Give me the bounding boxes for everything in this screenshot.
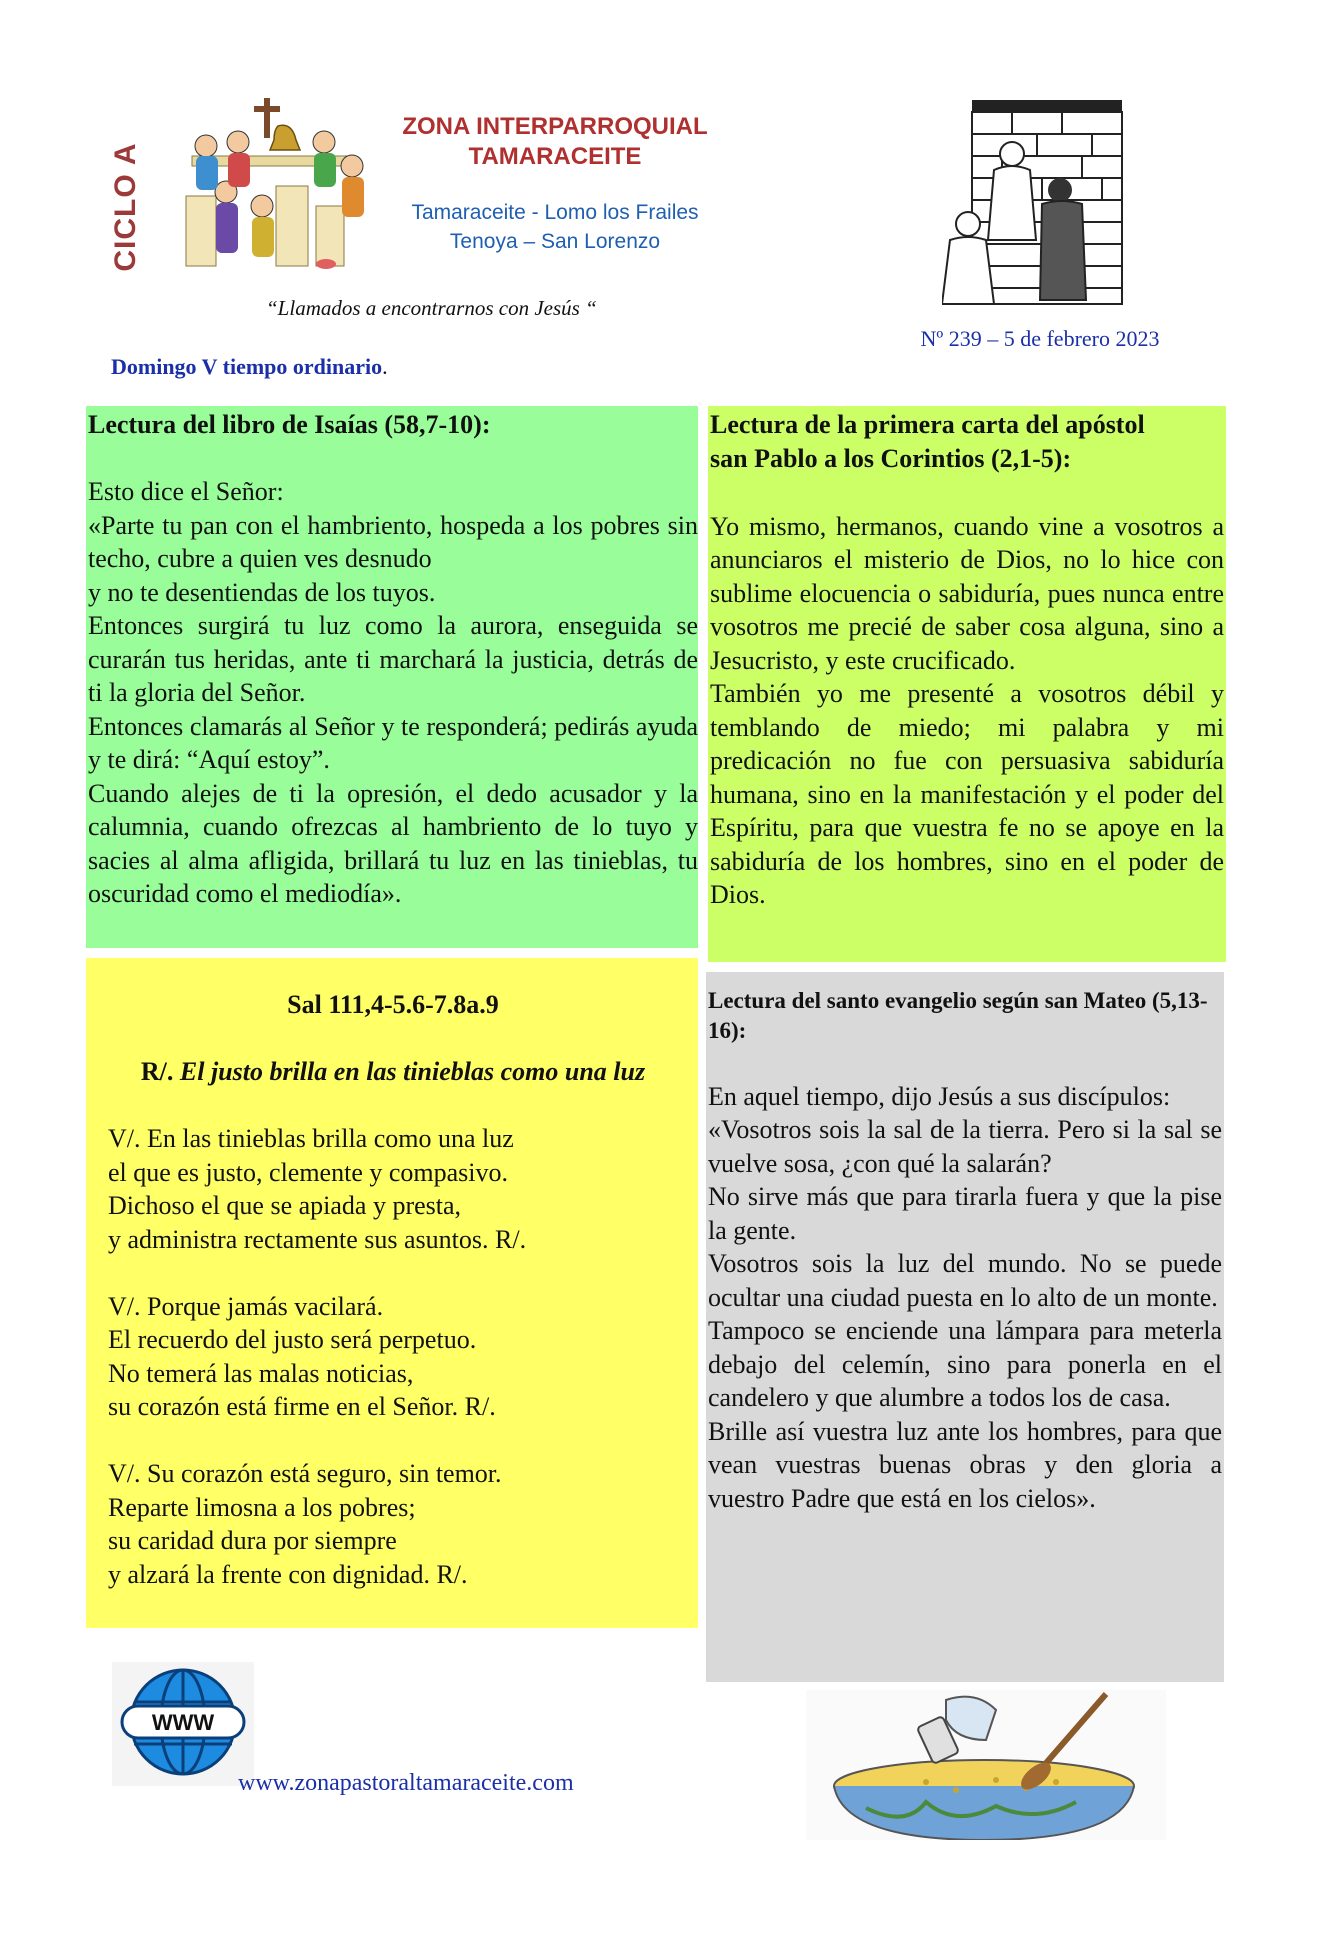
www-label: WWW [151, 1710, 215, 1735]
gospel-title: Lectura del santo evangelio según san Mateo (5,13-16): [708, 988, 1208, 1043]
psalm-box [86, 958, 698, 1628]
psalm-response-text: El justo brilla en las tinieblas como una luz [173, 1057, 646, 1086]
gospel-paragraph: No sirve más que para tirarla fuera y que la pise la gente. [708, 1182, 1222, 1245]
issue-number-date: Nº 239 – 5 de febrero 2023 [920, 326, 1160, 351]
psalm-verse-line: V/. Su corazón está seguro, sin temor. [108, 1459, 502, 1488]
psalm-verse-line: V/. Porque jamás vacilará. [108, 1291, 384, 1321]
ciclo-text: CICLO A [109, 142, 142, 272]
first-reading-title: Lectura del libro de Isaías (58,7-10): [88, 410, 491, 439]
first-reading-paragraph: «Parte tu pan con el hambriento, hospeda a los pobres sin techo, cubre a quien ves desnudo [88, 510, 698, 573]
second-reading-box [708, 406, 1226, 962]
psalm-verse-line: su corazón está firme en el Señor. R/. [108, 1392, 496, 1421]
first-reading-intro: Esto dice el Señor: [88, 477, 284, 506]
psalm-response-label: R/. [140, 1057, 174, 1086]
website-link[interactable]: www.zonapastoraltamaraceite.com [238, 1770, 574, 1796]
first-reading-box [86, 406, 698, 948]
psalm-verse-line: Reparte limosna a los pobres; [108, 1492, 416, 1522]
first-reading-paragraph: y no te desentiendas de los tuyos. [88, 577, 436, 607]
wall-building-illustration [942, 94, 1134, 310]
psalm-title: Sal 111,4-5.6-7.8a.9 [287, 990, 499, 1019]
zone-title-line2: TAMARACEITE [468, 143, 642, 170]
psalm-verse-line: No temerá las malas noticias, [108, 1358, 414, 1388]
first-reading-paragraph: Entonces surgirá tu luz como la aurora, enseguida se curarán tus heridas, ante ti marchará la justicia, detrás de ti la gloria del Señor. [88, 611, 698, 707]
zone-title-line1: ZONA INTERPARROQUIAL [402, 113, 708, 140]
second-reading-title-line2: san Pablo a los Corintios (2,1-5): [710, 444, 1072, 473]
gospel-paragraph: En aquel tiempo, dijo Jesús a sus discípulos: [708, 1081, 1171, 1111]
liturgical-sunday-text: Domingo V tiempo ordinario [111, 354, 383, 379]
liturgical-sunday-dot: . [382, 354, 388, 379]
zone-subtitle [390, 198, 720, 256]
salt-shaker-pot-icon [806, 1690, 1166, 1840]
psalm-verse-line: Dichoso el que se apiada y presta, [108, 1191, 462, 1220]
ciclo-label [96, 130, 156, 290]
salt-pot-illustration [806, 1690, 1166, 1840]
gospel-box [706, 972, 1224, 1682]
psalm-verse-line: V/. En las tinieblas brilla como una luz [108, 1124, 514, 1153]
second-reading-paragraph: También yo me presenté a vosotros débil y temblando de miedo; mi palabra y mi predicación no fue con persuasiva sabiduría humana, sino en la manifestación y el poder del Espíritu, para que vuestra fe no se apoye en la sabiduría de los hombres, sino en el poder de Dios. [710, 679, 1224, 909]
psalm-verse-line: y administra rectamente sus asuntos. R/. [108, 1224, 527, 1254]
second-reading-paragraph: Yo mismo, hermanos, cuando vine a vosotros a anunciaros el misterio de Dios, no lo hice con sublime elocuencia o sabiduría, pues nunca entre vosotros me precié de saber cosa alguna, sino a Jesucristo, y este crucificado. [710, 511, 1224, 675]
motto: “Llamados a encontrarnos con Jesús “ [266, 296, 597, 320]
zone-subtitle-line2: Tenoya – San Lorenzo [449, 230, 661, 253]
psalm-verse-line: El recuerdo del justo será perpetuo. [108, 1325, 477, 1354]
gospel-paragraph: Vosotros sois la luz del mundo. No se puede ocultar una ciudad puesta en lo alto de un monte. [708, 1249, 1222, 1312]
zone-title [390, 112, 720, 172]
parish-logo-illustration [166, 96, 376, 272]
psalm-verse-line: el que es justo, clemente y compasivo. [108, 1157, 509, 1187]
community-figures-icon [166, 96, 376, 272]
second-reading-title-line1: Lectura de la primera carta del apóstol [710, 410, 1145, 439]
zone-subtitle-line1: Tamaraceite - Lomo los Frailes [411, 201, 699, 224]
wall-builders-icon [942, 94, 1134, 310]
globe-icon [112, 1662, 254, 1786]
gospel-paragraph: «Vosotros sois la sal de la tierra. Pero si la sal se vuelve sosa, ¿con qué la salarán? [708, 1115, 1222, 1178]
first-reading-paragraph: Entonces clamarás al Señor y te responderá; pedirás ayuda y te dirá: “Aquí estoy”. [88, 711, 698, 774]
first-reading-paragraph: Cuando alejes de ti la opresión, el dedo acusador y la calumnia, cuando ofrezcas al hambriento de lo tuyo y sacies al alma afligida, brillará tu luz en las tinieblas, tu oscuridad como el mediodía». [88, 778, 698, 908]
second-reading-title [710, 408, 1224, 476]
psalm-verse-line: y alzará la frente con dignidad. R/. [108, 1559, 468, 1589]
gospel-paragraph: Brille así vuestra luz ante los hombres, para que vean vuestras buenas obras y den gloria a vuestro Padre que está en los cielos». [708, 1416, 1222, 1513]
psalm-response [108, 1055, 678, 1089]
liturgical-sunday [111, 354, 531, 380]
psalm-verse-line: su caridad dura por siempre [108, 1526, 397, 1555]
gospel-paragraph: Tampoco se enciende una lámpara para meterla debajo del celemín, sino para ponerla en el candelero y que alumbre a todos los de casa. [708, 1316, 1222, 1412]
globe-www-icon [112, 1662, 254, 1786]
